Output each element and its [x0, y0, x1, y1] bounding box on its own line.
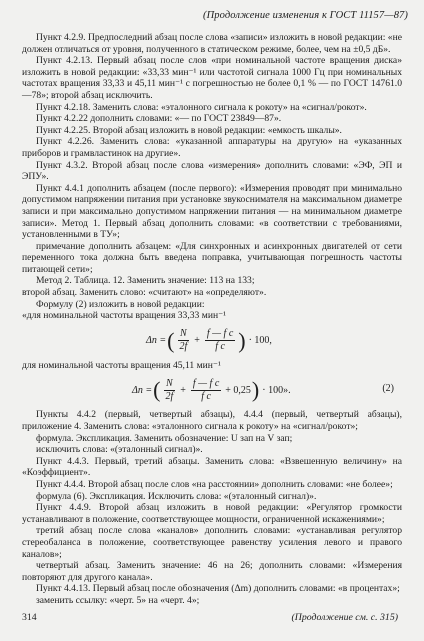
paragraph: третий абзац после слова «каналов» дополнить словами: «устанавливая регулятор стереобаланса в положение, соответствующее равенству усиления левого и правого каналов»;	[22, 525, 402, 560]
fraction: $\frac{N}{2f}$	[179, 328, 188, 353]
fraction: $\frac{\text{f — f c}}{\text{f c}}$	[206, 328, 234, 353]
paragraph: Пункт 4.2.18. Заменить слова: «эталонного сигнала к рокоту» на «сигнал/рокот».	[36, 101, 367, 113]
formula-1: Δn = ( $\frac{N}{2f}$ + $\frac{\text{f — f c}}{\text{f c}}$ ) · 100,	[146, 327, 272, 353]
paragraph: формула. Экспликация. Заменить обозначение: U зап на V зап;	[36, 432, 293, 444]
paragraph: «для номинальной частоты вращения 33,33 мин⁻¹	[22, 310, 227, 322]
paragraph: исключить слова: «(эталонный сигнал)».	[36, 444, 203, 456]
page-number: 314	[22, 612, 37, 623]
paragraph: Пункт 4.4.9. Второй абзац изложить в новой редакции: «Регулятор громкости устанавливают в положение, соответствующее мощности, ограниченной искажениями»;	[22, 502, 402, 525]
running-header: (Продолжение изменения к ГОСТ 11157—87)	[203, 10, 408, 21]
paragraph: Формулу (2) изложить в новой редакции:	[36, 298, 205, 310]
paragraph: формула (6). Экспликация. Исключить слова: «(эталонный сигнал)».	[36, 490, 317, 502]
paragraph: Пункты 4.4.2 (первый, четвертый абзацы), 4.4.4 (первый, четвертый абзацы), приложение 4. Заменить слова: «эталонного сигнала к рокоту» на «сигнал/рокот»;	[22, 409, 402, 433]
paragraph: для номинальной частоты вращения 45,11 мин⁻¹	[22, 359, 221, 371]
paragraph: Пункт 4.2.13. Первый абзац после слов «при номинальной частоте вращения диска» изложить в новой редакции: «33,33 мин⁻¹ или частотой сигнала 1000 Гц при номинальных частотах вращения 33,33 и 45,11 мин⁻¹ с погрешностью не более 0,1 % — по ГОСТ 14761.0—78»; второй абзац исключить.	[22, 55, 402, 101]
fraction: $\frac{N}{2f}$	[165, 377, 174, 402]
paragraph: Пункт 4.4.4. Второй абзац после слов «на расстоянии» дополнить словами: «не более»;	[36, 479, 393, 490]
paragraph: заменить ссылку: «черт. 5» на «черт. 4»;	[36, 594, 200, 606]
equation-number: (2)	[382, 383, 394, 395]
formula-lhs: Δn =	[132, 384, 153, 396]
paragraph: четвертый абзац. Заменить значение: 46 на 26; дополнить словами: «Измерения повторяют для другого канала».	[22, 560, 402, 583]
paragraph: Пункт 4.4.13. Первый абзац после обозначения (Δm) дополнить словами: «в процентах»;	[36, 583, 400, 595]
fraction: $\frac{\text{f — f c}}{\text{f c}}$	[192, 377, 220, 402]
formula-lhs: Δn =	[146, 335, 167, 347]
formula-2: Δn = ( $\frac{N}{2f}$ + $\frac{\text{f — f c}}{\text{f c}}$ + 0,25 ) · 100». (2)	[132, 377, 394, 403]
page-body	[22, 32, 402, 607]
paragraph: Пункт 4.2.9. Предпоследний абзац после слова «записи» изложить в новой редакции: «не должен отличаться от уровня, полученного в статическом режиме, более, чем на ±0,5 дБ».	[22, 32, 402, 55]
paragraph: Пункт 4.2.26. Заменить слова: «указанной аппаратуры на другую» на «указанных приборов и грамвластинок на другие».	[22, 136, 402, 159]
paragraph: Пункт 4.3.2. Второй абзац после слова «измерения» дополнить словами: «ЭФ, ЭП и ЭПУ».	[22, 159, 402, 183]
paragraph: примечание дополнить абзацем: «Для синхронных и асинхронных двигателей от сети переменного тока должна быть введена поправка, учитывающая погрешность частоты питающей сети»;	[22, 240, 402, 275]
paragraph: Метод 2. Таблица. 12. Заменить значение: 113 на 133;	[36, 275, 255, 287]
paragraph: Пункт 4.4.1 дополнить абзацем (после первого): «Измерения проводят при минимально допустимом напряжении питания при установке звукоснимателя на максимальном диаметре записи и при максимально допустимом напряжении питания — на минимальном диаметре записи». Метод 1. Первый абзац дополнить словами: «в соответствии с требованиями, установленными в ТУ»;	[22, 182, 402, 241]
paragraph: Пункт 4.4.3. Первый, третий абзацы. Заменить слова: «Взвешенную величину» на «Коэффициент».	[22, 455, 402, 479]
paragraph: второй абзац. Заменить слово: «считают» на «определяют».	[22, 287, 267, 299]
continuation-note: (Продолжение см. с. 315)	[291, 612, 398, 623]
paragraph: Пункт 4.2.22 дополнить словами: «— по ГОСТ 23849—87».	[36, 113, 282, 125]
paragraph: Пункт 4.2.25. Второй абзац изложить в новой редакции: «емкость шкалы».	[36, 124, 342, 136]
